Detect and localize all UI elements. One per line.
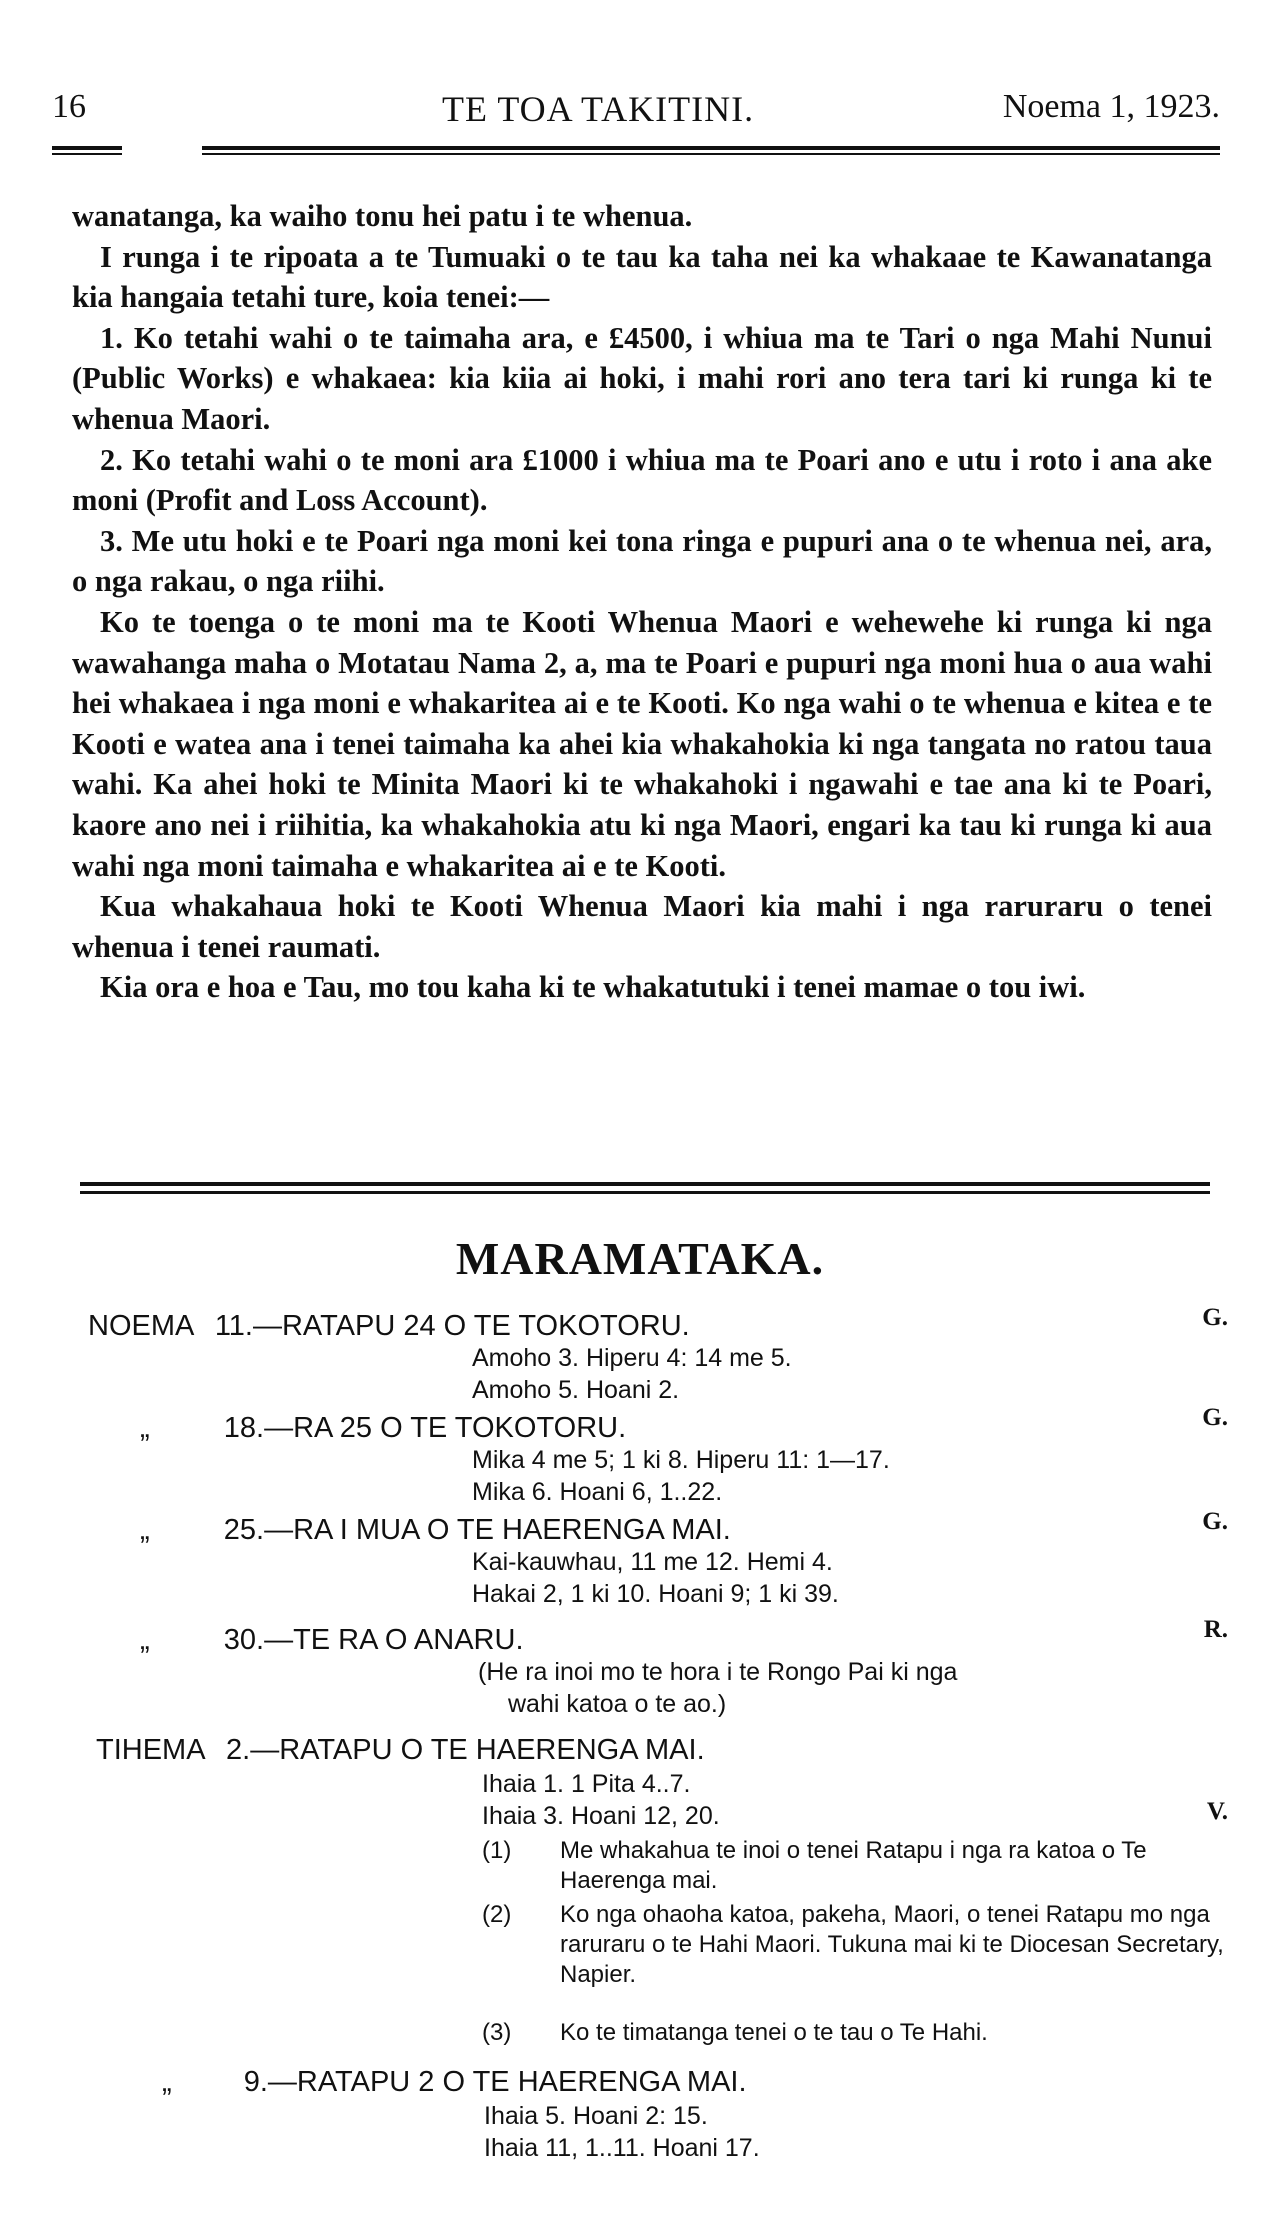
entry-name: —RA I MUA O TE HAERENGA MAI. [264,1514,731,1546]
calendar-title: MARAMATAKA. [455,1233,825,1284]
note-number: (2) [482,1901,512,1928]
entry-day: 2. [226,1734,251,1766]
note-item [482,1900,1242,1990]
liturgical-color: V. [1206,1798,1228,1825]
paragraph: wanatanga, ka waiho tonu hei patu i te whenua. [72,199,693,233]
header-rule [52,153,122,155]
liturgical-color: G. [1202,1304,1228,1331]
entry-month: „ [162,2066,172,2098]
reading: Kai-kauwhau, 11 me 12. Hemi 4. [472,1548,833,1576]
entry-month: NOEMA [88,1310,193,1342]
reading: Ihaia 5. Hoani 2: 15. [484,2102,708,2130]
entry-month: „ [140,1412,150,1444]
paragraph: Kia ora e hoa e Tau, mo tou kaha ki te whakatutuki i tenei mamae o tou iwi. [100,970,1086,1005]
running-header [52,88,1220,148]
liturgical-color: G. [1202,1508,1228,1535]
header-rule [52,146,122,150]
note-number: (1) [482,1837,512,1864]
note-text: Me whakahua te inoi o tenei Ratapu i nga ra katoa o Te Haerenga mai. [560,1837,1147,1894]
note-text: Ko te timatanga tenei o te tau o Te Hahi. [560,2019,988,2046]
calendar-entry [140,1412,626,1445]
calendar-entry [88,1310,690,1343]
entry-day: 18. [223,1412,265,1444]
liturgical-color: R. [1203,1616,1228,1643]
reading: (He ra inoi mo te hora i te Rongo Pai ki nga [478,1658,958,1686]
calendar-entry [140,1624,524,1657]
paragraph: 3. Me utu hoki e te Poari nga moni kei tona ringa e pupuri ana o te whenua nei, ara, o nga rakau, o nga riihi. [72,523,1212,599]
entry-name: —RATAPU O TE HAERENGA MAI. [250,1734,705,1766]
entry-day: 30. [223,1624,265,1656]
entry-month: „ [140,1624,150,1656]
entry-month: TIHEMA [96,1734,204,1766]
entry-month: „ [140,1514,150,1546]
paragraph: 1. Ko tetahi wahi o te taimaha ara, e £4500, i whiua ma te Tari o nga Mahi Nunui (Public Works) e whakaea: kia kiia ai hoki, i mahi rori ano tera tari ki runga ki te whenua Maori. [72,320,1212,436]
reading: Mika 4 me 5; 1 ki 8. Hiperu 11: 1—17. [472,1446,890,1474]
header-rule [202,153,1220,155]
note-item [482,1836,1242,1896]
reading: Hakai 2, 1 ki 10. Hoani 9; 1 ki 39. [472,1580,839,1608]
reading: wahi katoa o te ao.) [508,1690,727,1718]
calendar-entry [162,2066,747,2099]
paragraph: I runga i te ripoata a te Tumuaki o te tau ka taha nei ka whakaae te Kawanatanga kia hangaia tetahi ture, koia tenei:— [72,239,1212,315]
section-divider [80,1182,1210,1196]
note-text: Ko nga ohaoha katoa, pakeha, Maori, o tenei Ratapu mo nga raruraru o te Hahi Maori. Tukuna mai ki te Diocesan Secretary, Napier. [560,1901,1224,1988]
entry-day: 9. [243,2066,268,2098]
paragraph: Ko te toenga o te moni ma te Kooti Whenua Maori e wehewehe ki runga ki nga wawahanga maha o Motatau Nama 2, a, ma te Poari e pupuri nga moni hua o aua wahi hei whakaea i nga moni e whakaritea ai e te Kooti. Ko nga wahi o te whenua e kitea e te Kooti e watea ana i tenei taimaha ka ahei kia whakahokia ki nga tangata no ratou taua wahi. Ka ahei hoki te Minita Maori ki te whakahoki i ngawahi e tae ana ki te Poari, kaore ano nei i riihitia, ka whakahokia atu ki nga Maori, engari ka tau ki runga ki aua wahi nga moni taimaha e whakaritea ai e te Kooti. [72,604,1212,883]
note-number: (3) [482,2019,512,2046]
header-rule [202,146,1220,150]
reading: Amoho 3. Hiperu 4: 14 me 5. [472,1344,792,1372]
entry-name: —RATAPU 24 O TE TOKOTORU. [252,1310,690,1342]
calendar-entry [96,1734,705,1767]
reading: Mika 6. Hoani 6, 1..22. [472,1478,723,1506]
paragraph: Kua whakahaua hoki te Kooti Whenua Maori kia mahi i nga raruraru o tenei whenua i tenei raumati. [72,889,1212,964]
reading: Ihaia 3. Hoani 12, 20. [482,1802,720,1830]
entry-name: —RATAPU 2 O TE HAERENGA MAI. [267,2066,747,2098]
issue-date: Noema 1, 1923. [1002,88,1220,125]
reading: Amoho 5. Hoani 2. [472,1376,680,1404]
reading: Ihaia 11, 1..11. Hoani 17. [484,2134,760,2162]
page-number: 16 [52,88,86,125]
paragraph: 2. Ko tetahi wahi o te moni ara £1000 i whiua ma te Poari ano e utu i roto i ana ake moni (Profit and Loss Account). [72,442,1212,518]
entry-name: —TE RA O ANARU. [264,1624,524,1656]
entry-name: —RA 25 O TE TOKOTORU. [264,1412,627,1444]
article-body [72,196,1212,1008]
entry-day: 11. [214,1310,253,1342]
publication-title: TE TOA TAKITINI. [442,89,755,129]
entry-day: 25. [223,1514,265,1546]
calendar-entry [140,1514,731,1547]
liturgical-color: G. [1202,1404,1228,1431]
note-item [482,2018,1242,2048]
reading: Ihaia 1. 1 Pita 4..7. [482,1770,691,1798]
